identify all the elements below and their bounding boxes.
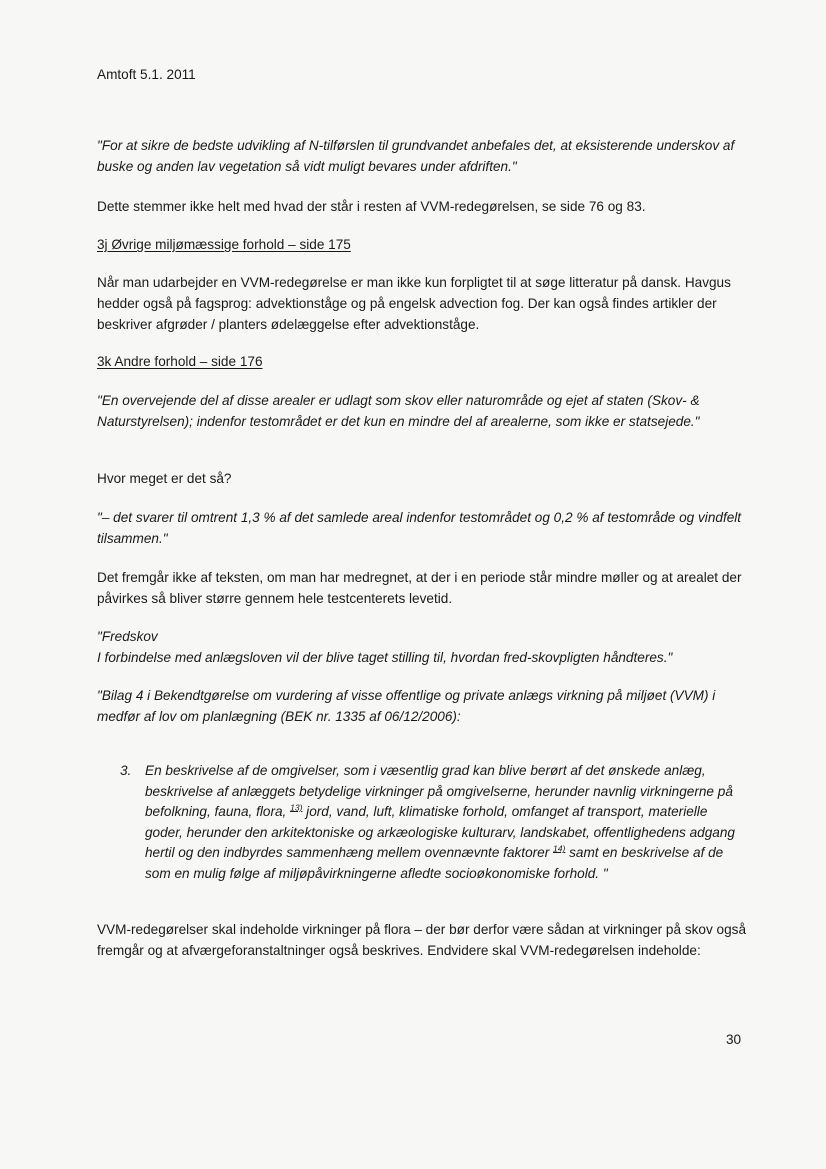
footnote-ref-14[interactable]: 14) (553, 843, 566, 854)
quote-testomraade: "– det svarer til omtrent 1,3 % af det samlede areal indenfor testområdet og 0,2 % af testområde og vindfelt tilsammen." (97, 510, 742, 546)
list-text-part3: samt en beskrivelse af de som en mulig følge af miljøpåvirkningerne afledte socioøkonomiske forhold. " (145, 845, 724, 881)
page-number: 30 (726, 1032, 742, 1047)
section-heading-3j: 3j Øvrige miljømæssige forhold – side 175 (97, 237, 351, 252)
list-item-number: 3. (120, 763, 132, 778)
quote-fredskov-body: I forbindelse med anlægsloven vil der blive taget stilling til, hvordan fred-skovpligten håndteres." (97, 650, 673, 665)
quote-bilag4: "Bilag 4 i Bekendtgørelse om vurdering af visse offentlige og private anlægs virkning på miljøet (VVM) i medfør af lov om planlægning (BEK nr. 1335 af 06/12/2006): (97, 688, 716, 724)
list-item-text (145, 761, 745, 884)
footnote-ref-13[interactable]: 13) (290, 802, 303, 813)
paragraph-vvm-reference: Dette stemmer ikke helt med hvad der står i resten af VVM-redegørelsen, se side 76 og 83. (97, 199, 646, 214)
quote-fredskov (97, 626, 747, 668)
author-date-header: Amtoft 5.1. 2011 (97, 67, 196, 82)
paragraph-havgus: Når man udarbejder en VVM-redegørelse er man ikke kun forpligtet til at søge litteratur på dansk. Havgus hedder også på fagsprog: advektionståge og på engelsk advection fog. Der kan også findes artikler der beskriver afgrøder / planters ødelæggelse efter advektionståge. (97, 275, 731, 332)
paragraph-testcenter: Det fremgår ikke af teksten, om man har medregnet, at der i en periode står mindre møller og at arealet der påvirkes så bliver større gennem hele testcenterets levetid. (97, 570, 742, 606)
quote-arealer: "En overvejende del af disse arealer er udlagt som skov eller naturområde og ejet af staten (Skov- & Naturstyrelsen); indenfor testområdet er det kun en mindre del af arealerne, som ikke er statsejede." (97, 393, 700, 429)
section-heading-3k: 3k Andre forhold – side 176 (97, 354, 263, 369)
quote-underskov: "For at sikre de bedste udvikling af N-tilførslen til grundvandet anbefales det, at eksisterende underskov af buske og anden lav vegetation så vidt muligt bevares under afdriften." (97, 138, 735, 174)
quote-fredskov-title: "Fredskov (97, 629, 158, 644)
paragraph-flora: VVM-redegørelser skal indeholde virkninger på flora – der bør derfor være sådan at virkninger på skov også fremgår og at afværgeforanstaltninger også beskrives. Endvidere skal VVM-redegørelsen indeholde: (97, 922, 747, 958)
list-text-part1: En beskrivelse af de omgivelser, som i væsentlig grad kan blive berørt af det ønskede anlæg, beskrivelse af anlæggets betydelige virkninger på omgivelserne, herunder navnlig virkningerne på befolkning, fauna, flora, (145, 763, 733, 819)
list-text-part2: jord, vand, luft, klimatiske forhold, omfanget af transport, materielle goder, herunder den arkitektoniske og arkæologiske kulturarv, landskabet, offentlighedens adgang hertil og den indbyrdes sammenhæng mellem ovennævnte faktorer (145, 804, 735, 860)
list-item-3 (120, 761, 740, 901)
paragraph-question: Hvor meget er det så? (97, 471, 232, 486)
